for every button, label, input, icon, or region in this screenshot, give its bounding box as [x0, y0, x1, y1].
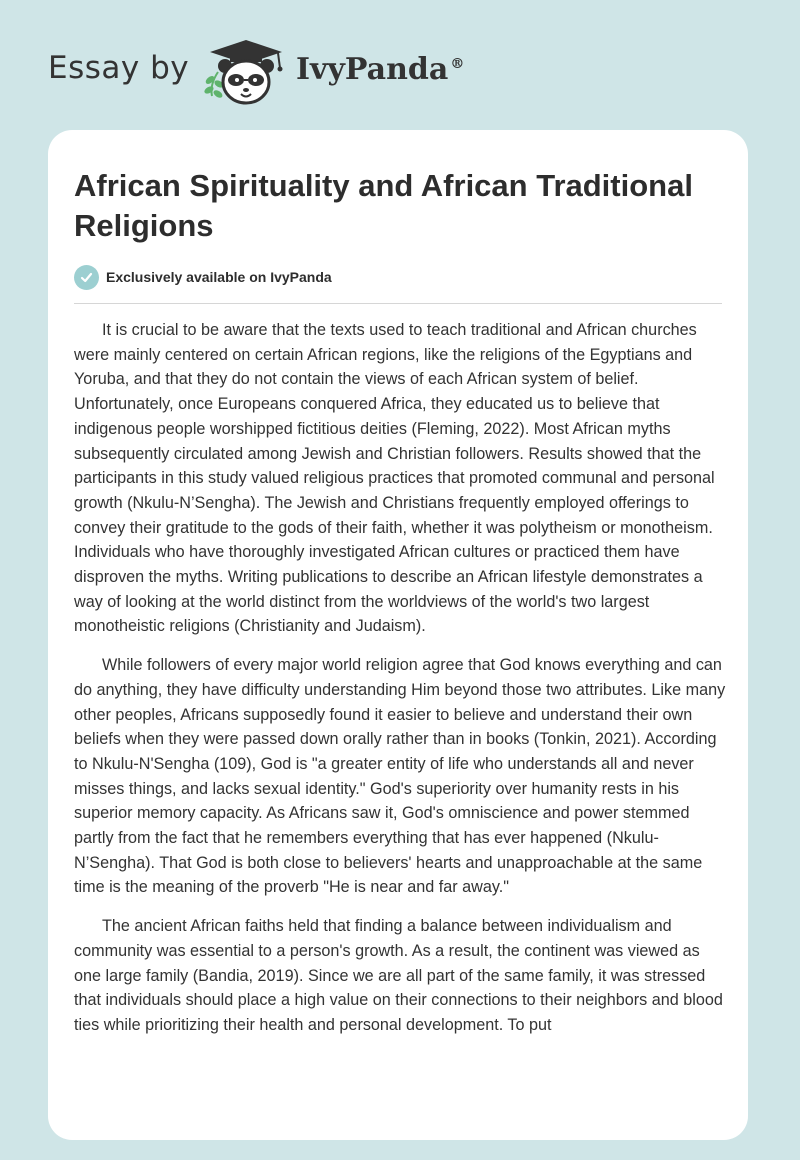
- brand-name-text: IvyPanda: [296, 52, 449, 87]
- brand-name[interactable]: [296, 52, 464, 87]
- brand-prefix: Essay by: [48, 50, 190, 86]
- panda-logo-icon[interactable]: [200, 36, 292, 108]
- exclusive-badge-label: Exclusively available on IvyPanda: [106, 269, 332, 285]
- essay-paragraph: It is crucial to be aware that the texts used to teach traditional and African churches were mainly centered on certain African regions, like the religions of the Egyptians and Yoruba, and that they do not contain the views of each African system of belief. Unfortunately, once Europeans conquered Africa, they educated us to believe that indigenous people worshipped fictitious deities (Fleming, 2022). Most African myths subsequently circulated among Jewish and Christian followers. Results showed that the participants in this study valued religious practices that promoted communal and personal growth (Nkulu-N’Sengha). The Jewish and Christians frequently employed offerings to convey their gratitude to the gods of their faith, whether it was polytheism or monotheism. Individuals who have thoroughly investigated African cultures or practiced them have disproven the myths. Writing publications to describe an African lifestyle demonstrates a way of looking at the world distinct from the worldviews of the world's two largest monotheistic religions (Christianity and Judaism).: [74, 321, 715, 636]
- title-divider: [74, 303, 722, 304]
- essay-body: [74, 318, 728, 1052]
- site-header: [0, 0, 800, 130]
- check-circle-icon: [74, 265, 99, 290]
- essay-title: African Spirituality and African Traditional Religions: [74, 168, 693, 243]
- exclusive-badge: [74, 264, 332, 290]
- essay-paragraph: The ancient African faiths held that finding a balance between individualism and community was essential to a person's growth. As a result, the continent was viewed as one large family (Bandia, 2019). Since we are all part of the same family, it was stressed that individuals should place a high value on their connections to their neighbors and blood ties while prioritizing their health and personal development. To put: [74, 917, 723, 1034]
- essay-card: [48, 130, 748, 1140]
- registered-mark: ®: [450, 56, 465, 72]
- essay-paragraph: While followers of every major world religion agree that God knows everything and can do anything, they have difficulty understanding Him beyond those two attributes. Like many other peoples, Africans supposedly found it easier to believe and understand their own beliefs when they were passed down orally rather than in books (Tonkin, 2021). According to Nkulu-N'Sengha (109), God is "a greater entity of life who understands all and never misses things, and lacks sexual identity." God's superiority over humanity rests in his superior memory capacity. As Africans saw it, God's omniscience and power stemmed partly from the fact that he remembers everything that has ever happened (Nkulu-N’Sengha). That God is both close to believers' hearts and unapproachable at the same time is the meaning of the proverb "He is near and far away.": [74, 656, 726, 897]
